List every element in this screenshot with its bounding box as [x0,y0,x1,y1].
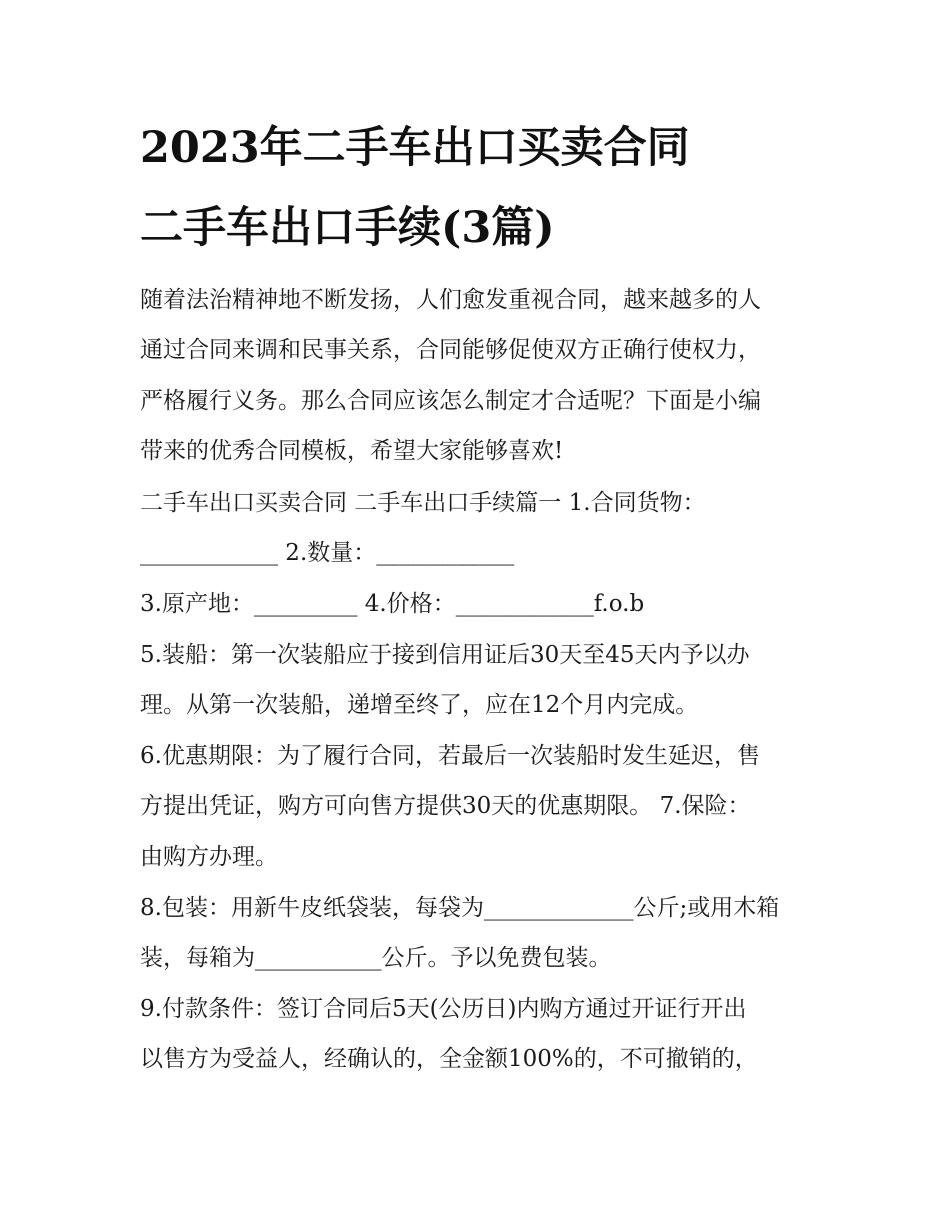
body-line-12: 由购方办理。 [140,844,278,870]
document-title-line-2 [140,198,555,258]
body-line-4: 带来的优秀合同模板，希望大家能够喜欢! [140,438,564,464]
body-line-8: 5.装船：第一次装船应于接到信用证后30天至45天内予以办 [140,642,750,668]
body-line-16: 以售方为受益人，经确认的，全金额100%的，不可撤销的， [140,1046,758,1072]
body-line-7: 3.原产地：_________ 4.价格：____________f.o.b [140,591,645,617]
body-line-11: 方提出凭证，购方可向售方提供30天的优惠期限。 7.保险： [140,793,751,819]
body-line-14: 装，每箱为___________公斤。予以免费包装。 [140,945,612,971]
body-line-15: 9.付款条件：签订合同后5天(公历日)内购方通过开证行开出 [140,996,747,1022]
body-line-10: 6.优惠期限：为了履行合同，若最后一次装船时发生延迟，售 [140,743,760,769]
body-line-9: 理。从第一次装船，递增至终了，应在12个月内完成。 [140,692,699,718]
body-line-2: 通过合同来调和民事关系，合同能够促使双方正确行使权力， [140,337,761,363]
body-line-3: 严格履行义务。那么合同应该怎么制定才合适呢？下面是小编 [140,388,761,414]
body-line-1: 随着法治精神地不断发扬，人们愈发重视合同，越来越多的人 [140,287,761,313]
body-line-13: 8.包装：用新牛皮纸袋装，每袋为_____________公斤;或用木箱 [140,895,780,921]
document-title-line-1 [140,118,690,178]
body-line-6: ____________ 2.数量：____________ [140,540,515,566]
title-text-2: 二手车出口手续(3篇) [140,203,555,253]
body-line-5: 二手车出口买卖合同 二手车出口手续篇一 1.合同货物： [140,490,706,516]
title-text-1: 2023年二手车出口买卖合同 [140,123,690,173]
